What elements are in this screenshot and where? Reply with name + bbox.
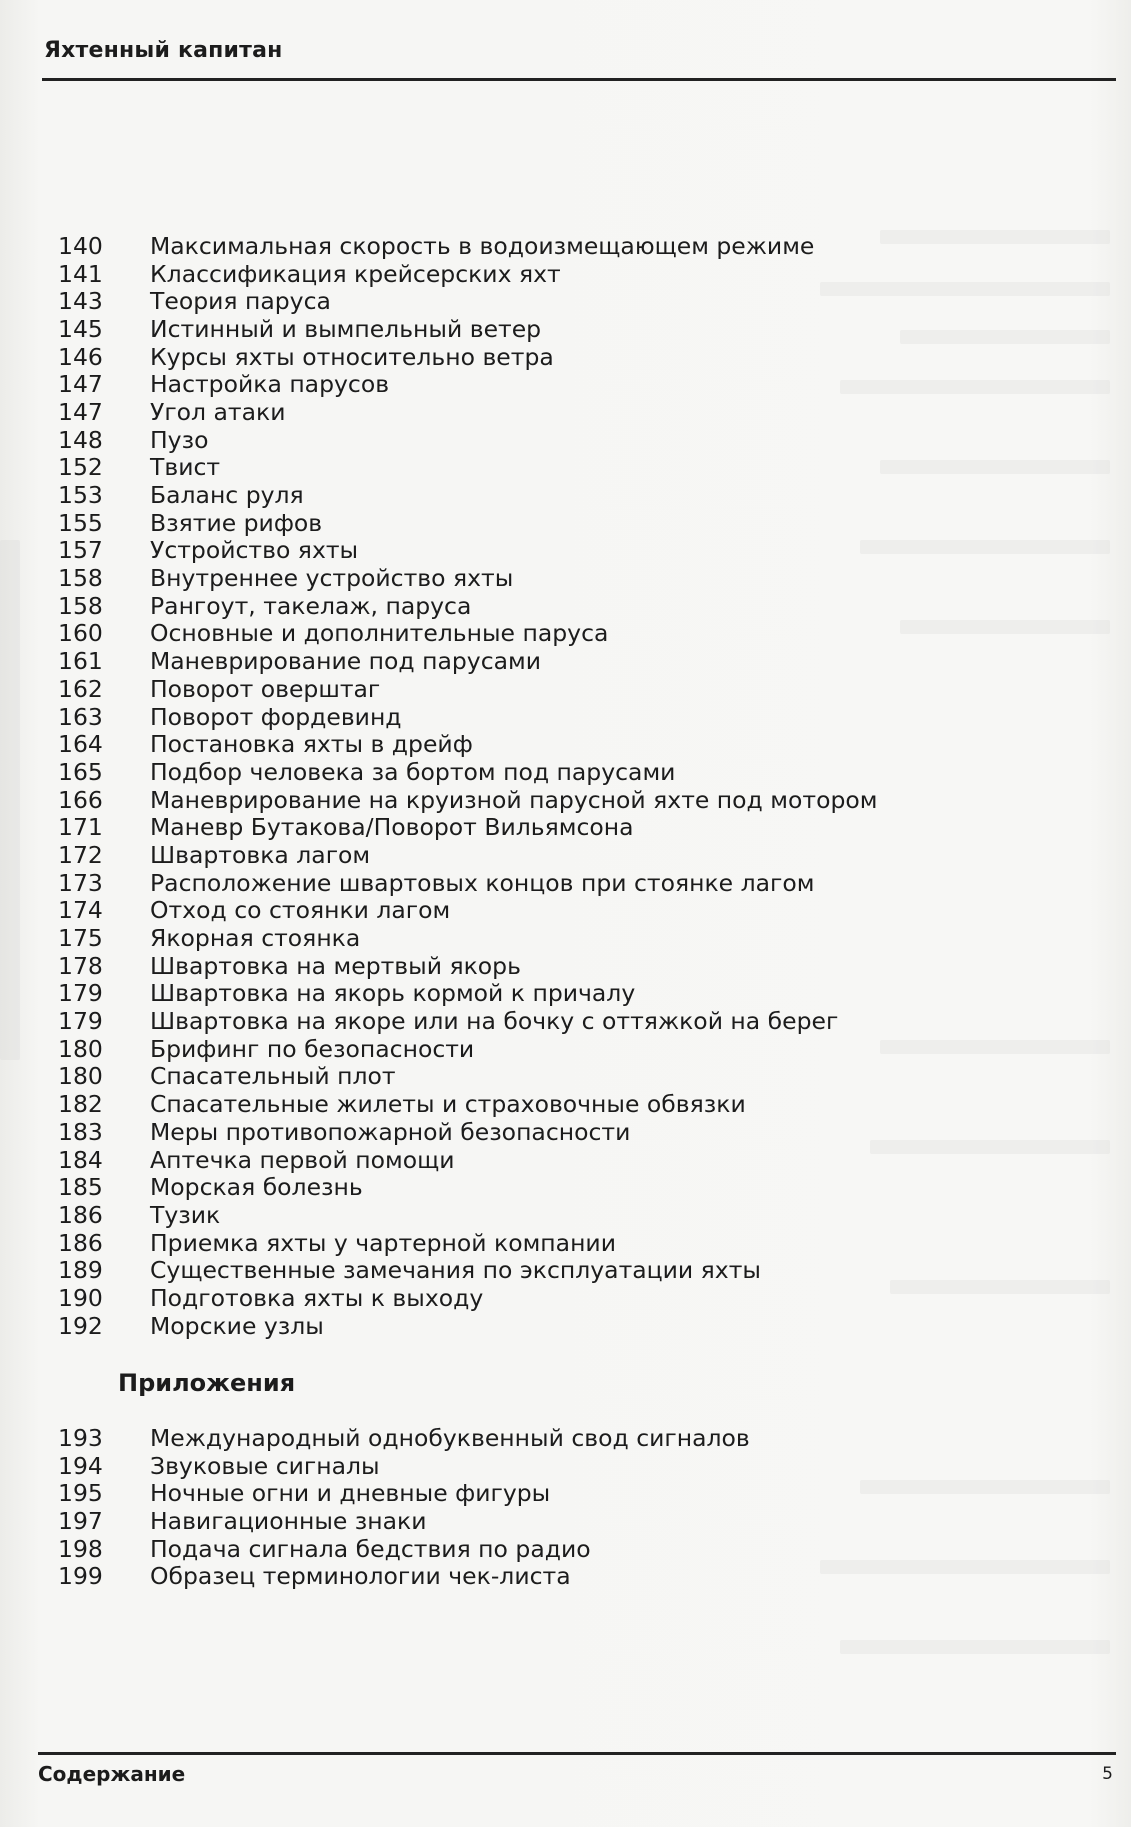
toc-entry [58,1201,1058,1229]
toc-entry-title: Маневрирование на круизной парусной яхте под мотором [150,785,878,814]
appendix-list [58,1424,1058,1590]
toc-entry-title: Ночные огни и дневные фигуры [150,1479,551,1508]
toc-entry [58,786,1058,814]
toc-page-number: 164 [58,730,103,759]
toc-entry-title: Спасательный плот [150,1062,396,1091]
toc-page-number: 178 [58,951,103,980]
toc-entry-title: Подача сигнала бедствия по радио [150,1534,591,1563]
toc-entry [58,703,1058,731]
toc-page-number: 143 [58,287,103,316]
toc-entry [58,1090,1058,1118]
toc-entry-title: Приемка яхты у чартерной компании [150,1228,616,1257]
toc-entry-title: Маневрирование под парусами [150,647,542,676]
toc-page-number: 184 [58,1145,103,1174]
toc-entry-title: Основные и дополнительные паруса [150,619,609,648]
toc-page-number: 141 [58,259,103,288]
toc-entry [58,592,1058,620]
toc-page-number: 158 [58,591,103,620]
toc-entry-title: Угол атаки [150,397,286,426]
toc-page-number: 197 [58,1506,103,1535]
toc-page-number: 180 [58,1034,103,1063]
toc-entry-title: Морская болезнь [150,1173,363,1202]
toc-entry-title: Швартовка на якоре или на бочку с оттяжкой на берег [150,1007,839,1036]
toc-entry-title: Международный однобуквенный свод сигналов [150,1423,750,1452]
toc-page-number: 199 [58,1562,103,1591]
toc-page-number: 174 [58,896,103,925]
toc-entry [58,1256,1058,1284]
toc-entry-title: Поворот фордевинд [150,702,402,731]
toc-entry-title: Курсы яхты относительно ветра [150,342,554,371]
appendix-heading: Приложения [118,1369,296,1397]
toc-entry-title: Внутреннее устройство яхты [150,564,514,593]
appendix-entry [58,1479,1058,1507]
toc-entry-title: Баланс руля [150,481,304,510]
toc-entry [58,509,1058,537]
footer-section-title: Содержание [38,1762,186,1786]
toc-entry-title: Пузо [150,425,209,454]
toc-entry-title: Швартовка на мертвый якорь [150,951,521,980]
toc-page-number: 147 [58,397,103,426]
toc-entry [58,758,1058,786]
toc-entry [58,647,1058,675]
toc-entry-title: Максимальная скорость в водоизмещающем режиме [150,231,815,260]
toc-entry-title: Подготовка яхты к выходу [150,1283,484,1312]
toc-page-number: 192 [58,1311,103,1340]
toc-page-number: 166 [58,785,103,814]
toc-entry [58,841,1058,869]
toc-entry [58,1035,1058,1063]
toc-entry [58,260,1058,288]
toc-entry-title: Классификация крейсерских яхт [150,259,561,288]
toc-entry [58,343,1058,371]
toc-page-number: 193 [58,1423,103,1452]
contents-list [58,232,1058,1340]
toc-page-number: 146 [58,342,103,371]
toc-page-number: 175 [58,924,103,953]
toc-page-number: 155 [58,508,103,537]
header-rule [42,78,1116,81]
toc-entry [58,1173,1058,1201]
toc-page-number: 190 [58,1283,103,1312]
toc-entry [58,675,1058,703]
toc-entry-title: Тузик [150,1200,221,1229]
toc-entry [58,980,1058,1008]
toc-page-number: 148 [58,425,103,454]
toc-entry-title: Поворот оверштаг [150,674,381,703]
toc-page-number: 180 [58,1062,103,1091]
toc-page-number: 158 [58,564,103,593]
toc-entry-title: Спасательные жилеты и страховочные обвязки [150,1090,746,1119]
toc-page-number: 179 [58,979,103,1008]
toc-page-number: 140 [58,231,103,260]
toc-entry [58,1118,1058,1146]
toc-entry-title: Швартовка лагом [150,840,371,869]
toc-entry [58,481,1058,509]
appendix-entry [58,1562,1058,1590]
toc-page-number: 186 [58,1200,103,1229]
toc-page-number: 195 [58,1479,103,1508]
toc-page-number: 171 [58,813,103,842]
toc-entry-title: Твист [150,453,221,482]
toc-entry [58,1007,1058,1035]
toc-page-number: 161 [58,647,103,676]
toc-page-number: 173 [58,868,103,897]
toc-page-number: 179 [58,1007,103,1036]
toc-page-number: 198 [58,1534,103,1563]
toc-entry [58,454,1058,482]
toc-entry-title: Меры противопожарной безопасности [150,1117,631,1146]
toc-entry-title: Рангоут, такелаж, паруса [150,591,472,620]
toc-entry [58,952,1058,980]
toc-entry-title: Якорная стоянка [150,924,361,953]
toc-entry-title: Расположение швартовых концов при стоянке лагом [150,868,815,897]
toc-page-number: 165 [58,757,103,786]
toc-entry [58,370,1058,398]
toc-page-number: 163 [58,702,103,731]
toc-entry [58,1284,1058,1312]
toc-entry-title: Теория паруса [150,287,331,316]
bleed-through-shade [0,540,20,1060]
toc-entry-title: Морские узлы [150,1311,324,1340]
toc-entry-title: Настройка парусов [150,370,390,399]
toc-entry [58,426,1058,454]
toc-entry [58,1146,1058,1174]
toc-entry [58,620,1058,648]
toc-entry [58,813,1058,841]
toc-entry [58,1229,1058,1257]
toc-entry [58,315,1058,343]
toc-entry-title: Швартовка на якорь кормой к причалу [150,979,636,1008]
toc-page-number: 162 [58,674,103,703]
toc-page-number: 152 [58,453,103,482]
toc-entry-title: Существенные замечания по эксплуатации яхты [150,1256,761,1285]
toc-entry-title: Образец терминологии чек-листа [150,1562,571,1591]
toc-page-number: 185 [58,1173,103,1202]
toc-entry-title: Постановка яхты в дрейф [150,730,473,759]
toc-entry [58,1063,1058,1091]
toc-page-number: 157 [58,536,103,565]
footer-rule [38,1752,1116,1755]
toc-page-number: 183 [58,1117,103,1146]
toc-page-number: 147 [58,370,103,399]
toc-entry [58,232,1058,260]
toc-page-number: 189 [58,1256,103,1285]
toc-entry-title: Навигационные знаки [150,1506,427,1535]
toc-entry-title: Отход со стоянки лагом [150,896,451,925]
toc-page-number: 145 [58,314,103,343]
toc-entry [58,869,1058,897]
toc-entry-title: Звуковые сигналы [150,1451,380,1480]
toc-entry [58,564,1058,592]
toc-entry [58,287,1058,315]
toc-page-number: 182 [58,1090,103,1119]
toc-page-number: 153 [58,481,103,510]
appendix-entry [58,1452,1058,1480]
toc-entry [58,897,1058,925]
appendix-entry [58,1535,1058,1563]
toc-entry [58,398,1058,426]
toc-entry-title: Подбор человека за бортом под парусами [150,757,676,786]
toc-page-number: 172 [58,840,103,869]
page-number: 5 [1102,1764,1113,1784]
toc-entry-title: Взятие рифов [150,508,323,537]
toc-entry [58,924,1058,952]
toc-page-number: 194 [58,1451,103,1480]
toc-entry [58,1312,1058,1340]
toc-page-number: 160 [58,619,103,648]
toc-entry-title: Устройство яхты [150,536,359,565]
appendix-entry [58,1424,1058,1452]
running-header-title: Яхтенный капитан [44,38,283,63]
toc-entry-title: Аптечка первой помощи [150,1145,455,1174]
toc-entry-title: Истинный и вымпельный ветер [150,314,542,343]
toc-page-number: 186 [58,1228,103,1257]
toc-entry [58,730,1058,758]
toc-entry [58,537,1058,565]
toc-entry-title: Брифинг по безопасности [150,1034,475,1063]
bleed-through-shade [840,1640,1110,1654]
toc-entry-title: Маневр Бутакова/Поворот Вильямсона [150,813,634,842]
appendix-entry [58,1507,1058,1535]
